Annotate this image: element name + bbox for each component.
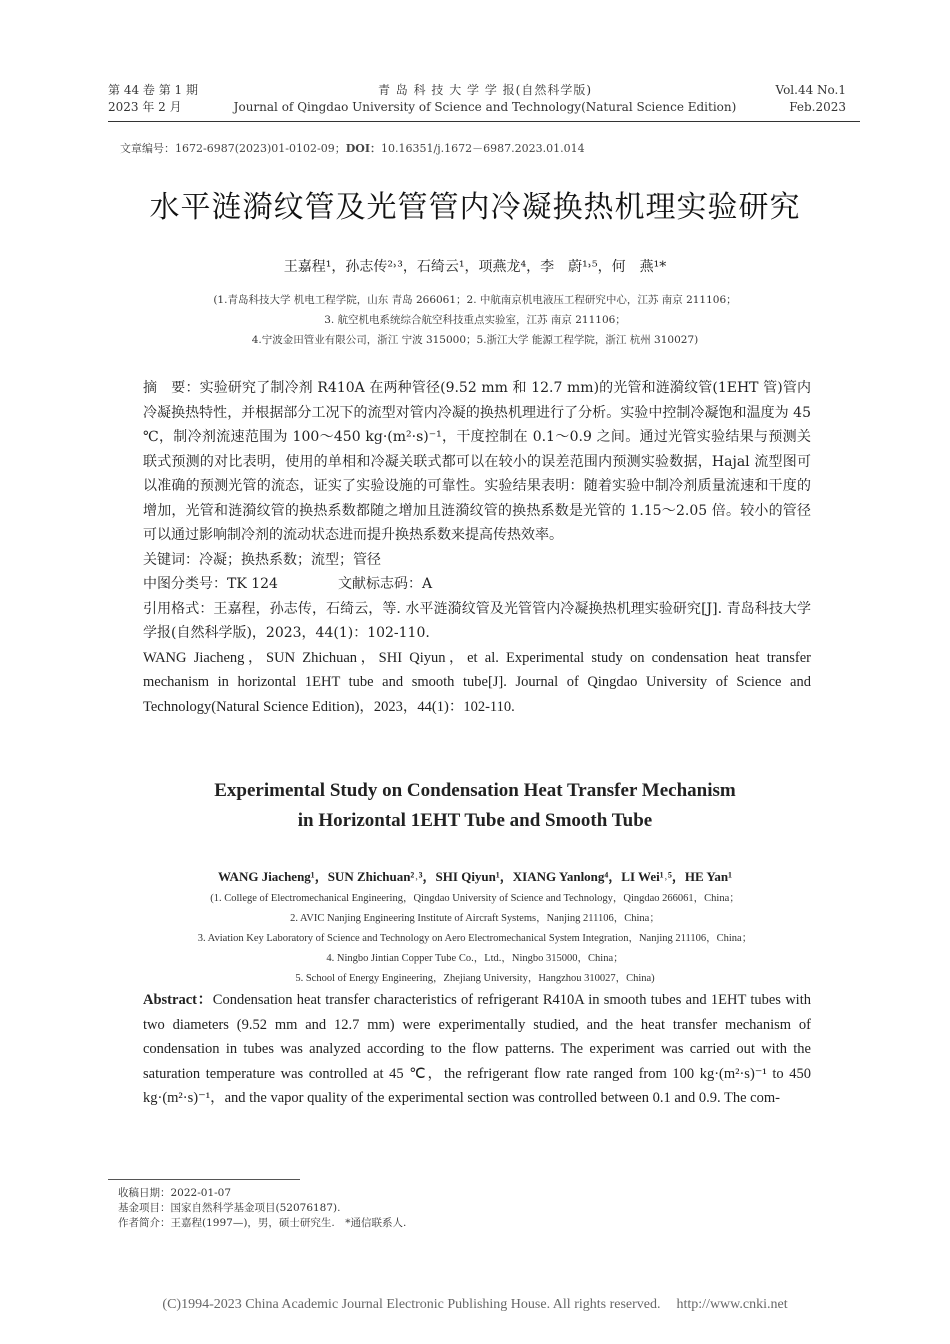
abstract-en-text: Condensation heat transfer characteristics of refrigerant R410A in smooth tubes and 1EHT tubes with two diameters (9.52 mm and 12.7 mm) were experimentally studied, and the heat transfer mechanism of condensation in tubes was analyzed according to the flow patterns. The experiment was carried out with the saturation temperature was controlled at 45 ℃，the refrigerant flow rate ranged from 100 kg·(m²·s)⁻¹ to 450 kg·(m²·s)⁻¹，and the vapor quality of the experimental section was controlled between 0.1 and 0.9. The com-: [143, 992, 811, 1106]
affiliation-en-2: 2. AVIC Nanjing Engineering Institute of Aircraft Systems，Nanjing 211106，China；: [290, 913, 660, 924]
abstract-cn-label: 摘 要：: [143, 380, 200, 396]
authors-cn: 王嘉程¹，孙志传²˒³，石绮云¹，项燕龙⁴，李 蔚¹˒⁵，何 燕¹*: [283, 259, 667, 275]
page-title-en: [0, 776, 950, 836]
footnote-received: 收稿日期：2022-01-07: [118, 1187, 232, 1199]
header-center: [220, 82, 750, 116]
affiliation-cn-2: 3. 航空机电系统综合航空科技重点实验室，江苏 南京 211106；: [324, 314, 626, 326]
abstract-cn: [143, 376, 811, 548]
affiliation-cn-1: (1.青岛科技大学 机电工程学院，山东 青岛 266061；2. 中航南京机电液压工程研究中心，江苏 南京 211106；: [213, 294, 737, 306]
header-volume-cn: 第 44 卷 第 1 期: [108, 83, 198, 97]
document-code: 文献标志码：A: [337, 576, 433, 592]
article-number-label: 文章编号：: [120, 142, 175, 155]
doi-label: DOI：: [345, 142, 381, 155]
header-left: [108, 82, 238, 116]
header-volume-en: Vol.44 No.1: [775, 83, 846, 97]
header-rule: [108, 121, 860, 122]
title-en-line-2: in Horizontal 1EHT Tube and Smooth Tube: [297, 810, 653, 831]
header-date-en: Feb.2023: [789, 100, 846, 114]
affiliation-en-4: 4. Ningbo Jintian Copper Tube Co.，Ltd.，Ningbo 315000，China；: [326, 953, 624, 964]
page-title-cn: 水平涟漪纹管及光管管内冷凝换热机理实验研究: [149, 190, 801, 225]
authors-en: WANG Jiacheng¹，SUN Zhichuan²˒³，SHI Qiyun¹，XIANG Yanlong⁴，LI Wei¹˒⁵，HE Yan¹: [218, 869, 732, 884]
copyright-text: (C)1994-2023 China Academic Journal Electronic Publishing House. All rights reserved.: [162, 1297, 661, 1312]
affiliation-en-5: 5. School of Energy Engineering，Zhejiang University，Hangzhou 310027，China): [295, 973, 655, 984]
title-en-line-1: Experimental Study on Condensation Heat Transfer Mechanism: [214, 780, 736, 801]
footnote-fund: 基金项目：国家自然科学基金项目(52076187).: [118, 1202, 341, 1214]
keywords-cn: 关键词：冷凝；换热系数；流型；管径: [143, 551, 381, 568]
header-journal-cn: 青 岛 科 技 大 学 学 报(自然科学版): [377, 83, 593, 97]
header-date-cn: 2023 年 2 月: [108, 100, 182, 114]
article-number-value: 1672-6987(2023)01-0102-09；: [175, 142, 346, 155]
article-number-line: [120, 140, 585, 156]
footnote-rule: [108, 1179, 300, 1180]
citation-en: WANG Jiacheng，SUN Zhichuan，SHI Qiyun，et al. Experimental study on condensation heat transfer mechanism in horizontal 1EHT tube and smooth tube[J]. Journal of Qingdao University of Science and Technology(Natural Science Edition)，2023，44(1)：102-110.: [143, 649, 811, 715]
doi-value[interactable]: 10.16351/j.1672－6987.2023.01.014: [381, 142, 585, 155]
header-journal-en: Journal of Qingdao University of Science and Technology(Natural Science Edition): [233, 100, 737, 114]
abstract-en: [143, 988, 811, 1111]
abstract-cn-text: 实验研究了制冷剂 R410A 在两种管径(9.52 mm 和 12.7 mm)的光管和涟漪纹管(1EHT 管)管内冷凝换热特性，并根据部分工况下的流型对管内冷凝的换热机理进行了分析。实验中控制冷凝饱和温度为 45 ℃，制冷剂流速范围为 100～450 kg·(m²·s)⁻¹，干度控制在 0.1～0.9 之间。通过光管实验结果与预测关联式预测的对比表明，使用的单相和冷凝关联式都可以在较小的误差范围内预测实验数据，Hajal 流型图可以准确的预测光管的流态，证实了实验设施的可靠性。实验结果表明：随着实验中制冷剂质量流速和干度的增加，光管和涟漪纹管的换热系数都随之增加且涟漪纹管的换热系数是光管的 1.15～2.05 倍。较小的管径可以通过影响制冷剂的流动状态进而提升换热系数来提高传热效率。: [143, 380, 812, 543]
abstract-cn-block: [143, 376, 811, 719]
abstract-en-label: Abstract：: [143, 992, 213, 1008]
affiliation-en-1: (1. College of Electromechanical Engineering，Qingdao University of Science and Technology，Qingdao 266061，China；: [210, 893, 740, 904]
cnki-link[interactable]: http://www.cnki.net: [676, 1297, 788, 1312]
affiliation-en-3: 3. Aviation Key Laboratory of Science and Technology on Aero Electromechanical System Integration，Nanjing 211106，China；: [197, 933, 753, 944]
citation-cn: 引用格式：王嘉程，孙志传，石绮云，等. 水平涟漪纹管及光管管内冷凝换热机理实验研究[J]. 青岛科技大学学报(自然科学版)，2023，44(1)：102-110.: [143, 600, 811, 641]
header-right: [750, 82, 846, 116]
affiliation-cn-3: 4.宁波金田管业有限公司，浙江 宁波 315000；5.浙江大学 能源工程学院，浙江 杭州 310027): [251, 334, 699, 346]
copyright-line: [0, 1297, 950, 1313]
footnote-author: 作者简介：王嘉程(1997—)，男，硕士研究生. *通信联系人.: [118, 1217, 407, 1229]
classification-line: [143, 572, 811, 597]
clc-number: 中图分类号：TK 124: [143, 576, 278, 592]
